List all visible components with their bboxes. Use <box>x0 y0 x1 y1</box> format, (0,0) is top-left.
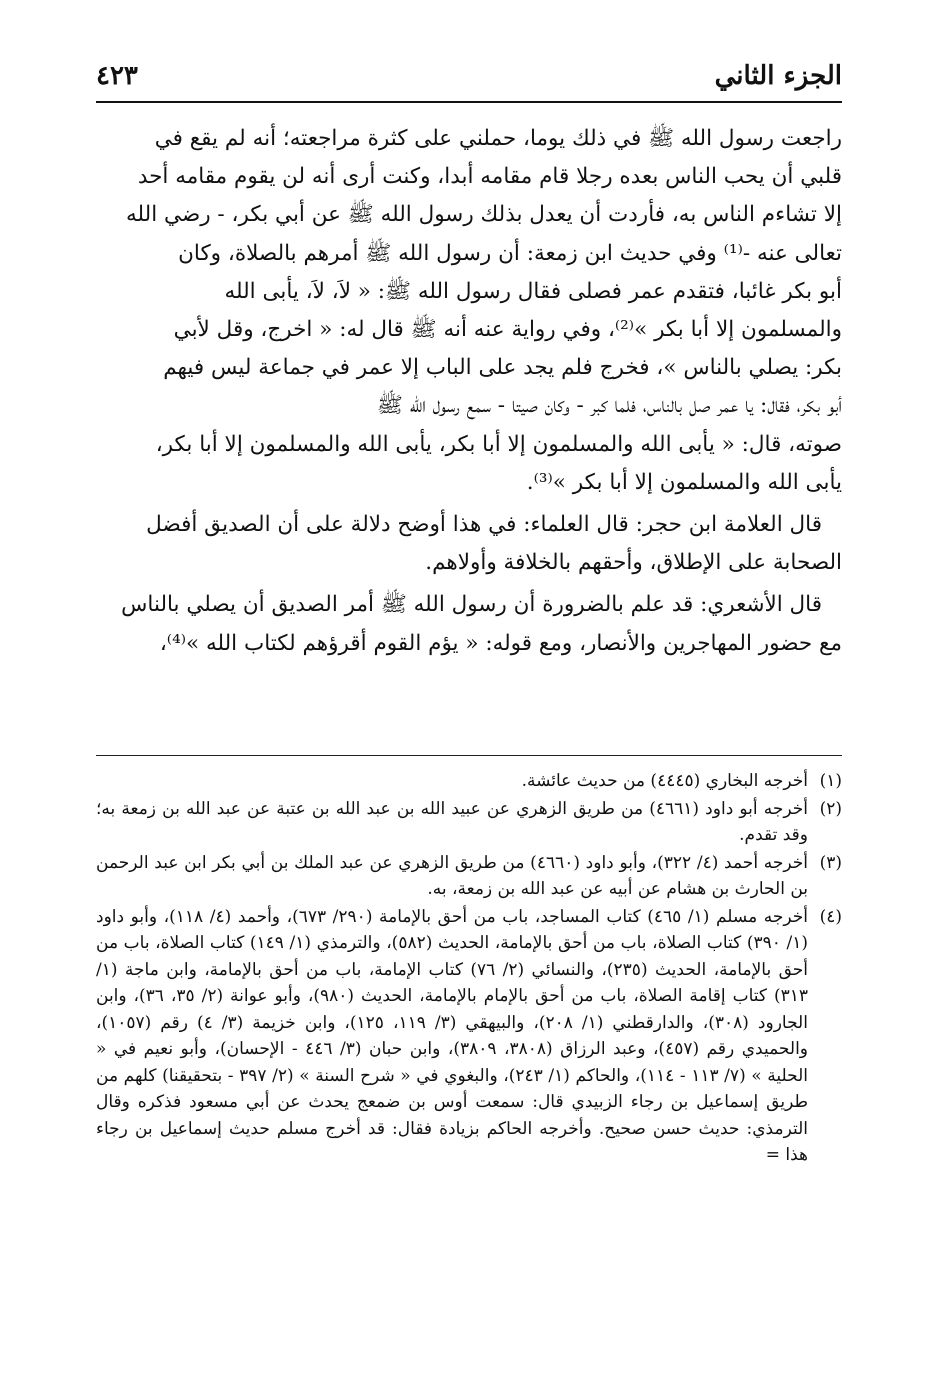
footnote-text: أخرجه أحمد (٤/ ٣٢٢)، وأبو داود (٤٦٦٠) من طريق الزهري عن عبد الملك بن أبي بكر ابن عبد الرحمن بن الحارث بن هشام عن أبيه عن عبد الله بن زمعة، به. <box>96 852 808 899</box>
body-line: قلبي أن يحب الناس بعده رجلا قام مقامه أبدا، وكنت أرى أنه لن يقوم مقامه أحد <box>137 164 842 190</box>
footnote <box>96 850 842 903</box>
paragraph-ashari-line: مع حضور المهاجرين والأنصار، ومع قوله: « يؤم القوم أقرؤهم لكتاب الله »⁽⁴⁾، <box>159 630 842 656</box>
footnote <box>96 796 842 849</box>
page-number: ٤٢٣ <box>96 61 138 91</box>
footnote-number: (٤) <box>819 906 842 927</box>
footnote-rule <box>96 755 842 756</box>
body-line: يأبى الله والمسلمون إلا أبا بكر »⁽³⁾. <box>526 469 842 495</box>
footnote-text: أخرجه مسلم (١/ ٤٦٥) كتاب المساجد، باب من أحق بالإمامة (٢٩٠/ ٦٧٣)، وأحمد (٤/ ١١٨)، وأبو داود (١/ ٣٩٠) كتاب الصلاة، باب من أحق بالإمامة، الحديث (٥٨٢)، والترمذي (١/ ١٤٩) كتاب الصلاة، باب من أحق بالإمامة، الحديث (٢٣٥)، والنسائي (٢/ ٧٦) كتاب الإمامة، باب من أحق بالإمامة، وابن ماجة (١/ ٣١٣) كتاب إقامة الصلاة، باب من أحق بالإمام بالإمامة، الحديث (٩٨٠)، وأبو عوانة (٢/ ٣٥، ٣٦)، وابن الجارود (٣٠٨)، والدارقطني (١/ ٢٠٨)، والبيهقي (٣/ ١١٩، ١٢٥)، وابن خزيمة (٣/ ٤) رقم (١٠٥٧)، والحميدي رقم (٤٥٧)، وعبد الرزاق (٣٨٠٨، ٣٨٠٩)، وابن حبان (٣/ ٤٤٦ - الإحسان)، وأبو نعيم في « الحلية » (٧/ ١١٣ - ١١٤)، والحاكم (١/ ٢٤٣)، والبغوي في « شرح السنة » (٢/ ٣٩٧ - بتحقيقنا) كلهم من طريق إسماعيل بن رجاء الزبيدي قال: سمعت أوس بن ضمعج يحدث عن أبي مسعود فذكره وقال الترمذي: حديث حسن صحيح. وأخرجه الحاكم بزيادة فقال: قد أخرج مسلم حديث إسماعيل بن رجاء هذا = <box>96 906 809 1165</box>
running-title: الجزء الثاني <box>714 61 842 91</box>
body-line: أبو بكر، فقال: يا عمر صل بالناس، فلما كبر - وكان صيتا - سمع رسول الله ﷺ <box>376 393 842 419</box>
body-line: تعالى عنه -⁽¹⁾ وفي حديث ابن زمعة: أن رسول الله ﷺ أمرهم بالصلاة، وكان <box>178 240 842 266</box>
body-line: والمسلمون إلا أبا بكر »⁽²⁾، وفي رواية عنه أنه ﷺ قال له: « اخرج، وقل لأبي <box>173 317 842 343</box>
body-line: إلا تشاءم الناس به، فأردت أن يعدل بذلك رسول الله ﷺ عن أبي بكر، - رضي الله <box>126 202 842 228</box>
paragraph-ibn-hajar-line: قال العلامة ابن حجر: قال العلماء: في هذا أوضح دلالة على أن الصديق أفضل <box>146 512 822 538</box>
footnote-number: (٣) <box>819 852 842 873</box>
main-text <box>96 120 842 663</box>
footnote-number: (٢) <box>819 798 842 819</box>
body-line: راجعت رسول الله ﷺ في ذلك يوما، حملني على كثرة مراجعته؛ أنه لم يقع في <box>154 126 842 151</box>
footnote-number: (١) <box>819 771 842 791</box>
body-line: أبو بكر غائبا، فتقدم عمر فصلى فقال رسول الله ﷺ: « لاَ، لاَ، يأبى الله <box>224 278 842 304</box>
paragraph-ashari-line: قال الأشعري: قد علم بالضرورة أن رسول الله ﷺ أمر الصديق أن يصلي بالناس <box>121 592 822 618</box>
footnote <box>96 768 842 795</box>
footnote-text: أخرجه البخاري (٤٤٤٥) من حديث عائشة. <box>521 771 808 791</box>
paragraph-ibn-hajar-line: الصحابة على الإطلاق، وأحقهم بالخلافة وأولاهم. <box>425 550 842 576</box>
page-header <box>96 58 842 98</box>
body-line: صوته، قال: « يأبى الله والمسلمون إلا أبا بكر، يأبى الله والمسلمون إلا أبا بكر، <box>155 431 842 457</box>
footnote <box>96 904 842 1169</box>
header-rule <box>96 101 842 103</box>
footnotes <box>96 768 842 1170</box>
body-line: بكر: يصلي بالناس »، فخرج فلم يجد على الباب إلا عمر في جماعة ليس فيهم <box>163 355 842 381</box>
footnote-text: أخرجه أبو داود (٤٦٦١) من طريق الزهري عن عبيد الله بن عبد الله بن عتبة عن عبد الله بن زمعة به؛ وقد تقدم. <box>96 798 808 845</box>
